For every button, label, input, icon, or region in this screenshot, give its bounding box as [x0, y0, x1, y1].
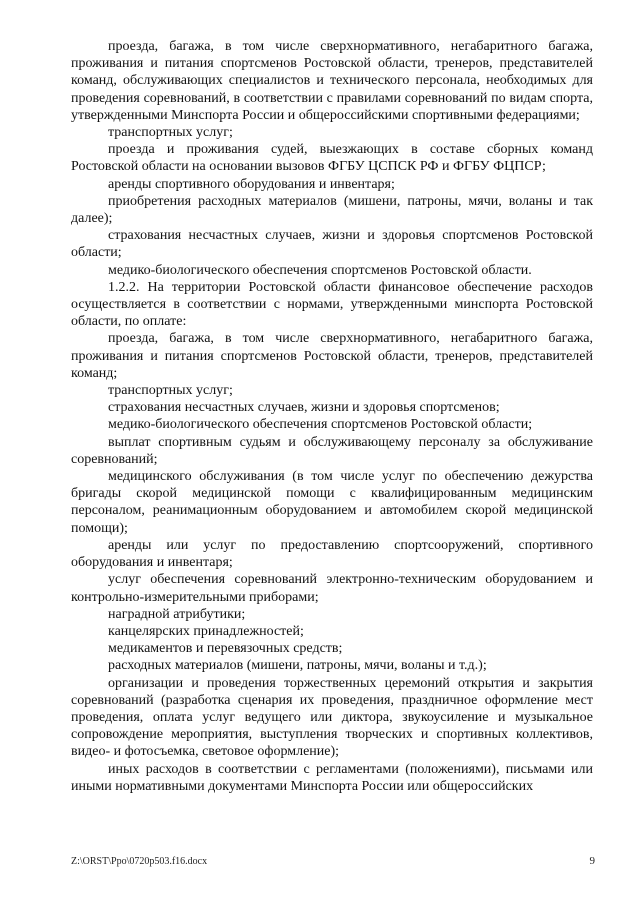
paragraph: аренды или услуг по предоставлению спортсооружений, спортивного оборудования и инвентаря; [71, 537, 593, 571]
paragraph: проезда, багажа, в том числе сверхнормативного, негабаритного багажа, проживания и питания спортсменов Ростовской области, тренеров, представителей команд, обслуживающих специалистов и технического персонала, необходимых для проведения соревнований, в соответствии с правилами соревнований по видам спорта, утвержденными Минспорта России и общероссийскими спортивными федерациями; [71, 39, 593, 123]
paragraph: проезда, багажа, в том числе сверхнормативного, негабаритного багажа, проживания и питания спортсменов Ростовской области, тренеров, представителей команд; [71, 331, 593, 381]
paragraph: транспортных услуг; [108, 125, 233, 141]
paragraph: медико-биологического обеспечения спортсменов Ростовской области; [108, 417, 533, 433]
paragraph: проезда и проживания судей, выезжающих в составе сборных команд Ростовской области на основании вызовов ФГБУ ЦСПСК РФ и ФГБУ ФЦПСР; [71, 142, 593, 175]
paragraph: медико-биологического обеспечения спортсменов Ростовской области. [108, 262, 532, 278]
section-paragraph: 1.2.2. На территории Ростовской области финансовое обеспечение расходов осуществляется в соответствии с нормами, утвержденными минспорта Ростовской области, по оплате: [71, 279, 593, 330]
paragraph: канцелярских принадлежностей; [108, 623, 304, 639]
paragraph: выплат спортивным судьям и обслуживающему персоналу за обслуживание соревнований; [71, 434, 593, 467]
document-body [71, 38, 593, 795]
paragraph: иных расходов в соответствии с регламентами (положениями), письмами или иными нормативными документами Минспорта России или общероссийских [71, 761, 593, 794]
paragraph: страхования несчастных случаев, жизни и здоровья спортсменов; [108, 400, 500, 416]
paragraph: транспортных услуг; [108, 383, 233, 399]
paragraph: страхования несчастных случаев, жизни и здоровья спортсменов Ростовской области; [71, 228, 593, 261]
paragraph: услуг обеспечения соревнований электронно-техническим оборудованием и контрольно-измерительными приборами; [71, 572, 593, 605]
footer-file-path: Z:\ORST\Ppo\0720p503.f16.docx [71, 856, 208, 867]
paragraph: приобретения расходных материалов (мишени, патроны, мячи, воланы и так далее); [71, 193, 593, 227]
paragraph: наградной атрибутики; [108, 606, 246, 622]
paragraph: медицинского обслуживания (в том числе услуг по обеспечению дежурства бригады скорой медицинской помощи с квалифицированным медицинским персоналом, реанимационным оборудованием и автомобилем скорой медицинской помощи); [71, 469, 593, 536]
page-number: 9 [589, 855, 595, 867]
paragraph: аренды спортивного оборудования и инвентаря; [108, 176, 395, 192]
paragraph: организации и проведения торжественных церемоний открытия и закрытия соревнований (разработка сценария их проведения, праздничное оформление мест проведения, оплата услуг ведущего или диктора, звукоусиление и музыкальное сопровождение мероприятия, выступления творческих и спортивных коллективов, видео- и фотосъемка, световое оформление); [71, 675, 593, 760]
paragraph: расходных материалов (мишени, патроны, мячи, воланы и т.д.); [108, 658, 487, 674]
paragraph: медикаментов и перевязочных средств; [108, 641, 343, 657]
